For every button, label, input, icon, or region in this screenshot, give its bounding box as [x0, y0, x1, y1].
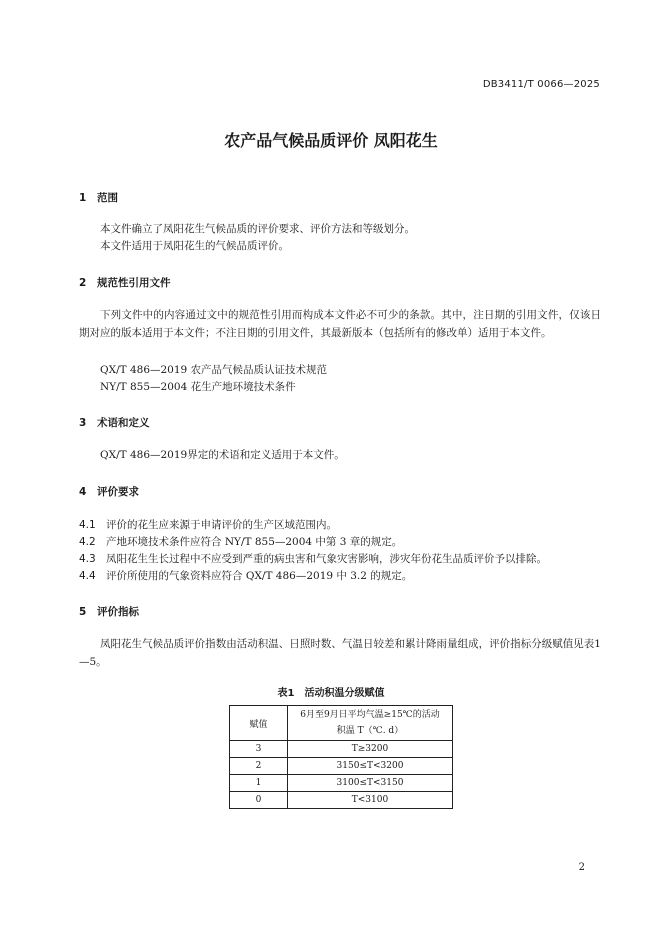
- requirement-text: 评价所使用的气象资料应符合 QX/T 486—2019 中 3.2 的规定。: [106, 570, 413, 582]
- reference-item: NY/T 855—2004 花生产地环境技术条件: [100, 381, 296, 393]
- section-3-text: QX/T 486—2019界定的术语和定义适用于本文件。: [100, 449, 345, 461]
- requirement-text: 评价的花生应来源于申请评价的生产区域范围内。: [106, 519, 337, 531]
- table-caption: 表1 活动积温分级赋值: [277, 688, 385, 699]
- accumulated-temperature-table: [229, 705, 453, 809]
- requirement-text: 产地环境技术条件应符合 NY/T 855—2004 中第 3 章的规定。: [106, 536, 403, 548]
- table-row: [230, 775, 453, 792]
- requirement-number: 4.2: [79, 536, 96, 548]
- requirement-item: [79, 551, 547, 566]
- section-4-heading: [79, 484, 139, 499]
- table-header-row: [230, 706, 453, 741]
- document-title: 农产品气候品质评价 凤阳花生: [224, 131, 438, 150]
- section-title: 评价要求: [97, 486, 139, 498]
- section-5-text: 凤阳花生气候品质评价指数由活动积温、日照时数、气温日较差和累计降雨量组成，评价指标分级赋值见表1—5。: [79, 638, 601, 668]
- section-1-paragraph-1: 本文件确立了凤阳花生气候品质的评价要求、评价方法和等级划分。: [100, 223, 415, 235]
- score-cell: 1: [230, 775, 288, 792]
- section-number: 3: [79, 417, 87, 429]
- section-2-intro: 下列文件中的内容通过文中的规范性引用而构成本文件必不可少的条款。其中，注日期的引用文件，仅该日期对应的版本适用于本文件；不注日期的引用文件，其最新版本（包括所有的修改单）适用于本文件。: [79, 309, 601, 339]
- range-cell: T≥3200: [288, 741, 453, 758]
- section-title: 规范性引用文件: [97, 277, 171, 289]
- header-temperature-line-2: 积温 T（℃. d）: [336, 726, 404, 736]
- reference-item: QX/T 486—2019 农产品气候品质认证技术规范: [100, 364, 328, 376]
- document-code: DB3411/T 0066—2025: [482, 79, 600, 90]
- score-cell: 3: [230, 741, 288, 758]
- header-temperature-line-1: 6月至9月日平均气温≥15℃的活动: [300, 710, 440, 720]
- requirement-item: [79, 568, 412, 583]
- section-2-heading: [79, 275, 171, 290]
- section-title: 术语和定义: [97, 417, 150, 429]
- score-cell: 0: [230, 792, 288, 809]
- requirement-number: 4.1: [79, 519, 96, 531]
- requirement-text: 凤阳花生生长过程中不应受到严重的病虫害和气象灾害影响，涉灾年份花生品质评价予以排除。: [106, 553, 547, 565]
- requirement-item: [79, 534, 402, 549]
- table-row: [230, 741, 453, 758]
- section-number: 2: [79, 277, 87, 289]
- section-1-paragraph-2: 本文件适用于凤阳花生的气候品质评价。: [100, 240, 289, 252]
- requirement-number: 4.4: [79, 570, 96, 582]
- requirement-item: [79, 517, 337, 532]
- score-cell: 2: [230, 758, 288, 775]
- section-5-heading: [79, 604, 139, 619]
- header-temperature: [288, 706, 453, 741]
- section-number: 1: [79, 192, 87, 204]
- section-title: 范围: [97, 192, 118, 204]
- section-1-heading: [79, 190, 118, 205]
- header-score: 赋值: [230, 706, 288, 741]
- section-number: 4: [79, 486, 87, 498]
- page-number: 2: [578, 862, 585, 873]
- table-row: [230, 758, 453, 775]
- section-number: 5: [79, 606, 87, 618]
- section-title: 评价指标: [97, 606, 139, 618]
- range-cell: T<3100: [288, 792, 453, 809]
- range-cell: 3100≤T<3150: [288, 775, 453, 792]
- requirement-number: 4.3: [79, 553, 96, 565]
- table-row: [230, 792, 453, 809]
- section-3-heading: [79, 415, 150, 430]
- range-cell: 3150≤T<3200: [288, 758, 453, 775]
